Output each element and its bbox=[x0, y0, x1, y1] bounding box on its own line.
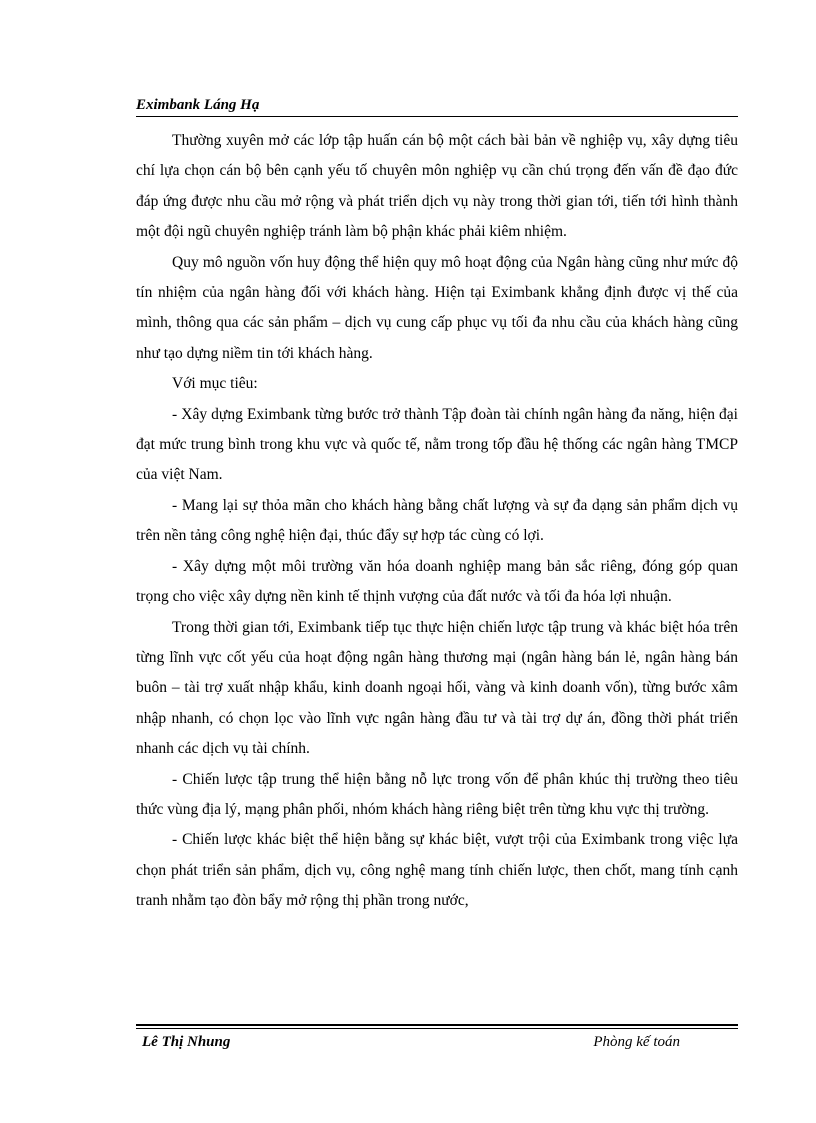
bullet-item: - Chiến lược khác biệt thể hiện bằng sự khác biệt, vượt trội của Eximbank trong việc lựa chọn phát triển sản phẩm, dịch vụ, công nghệ mang tính chiến lược, then chốt, mang tính cạnh tranh nhằm tạo đòn bẩy mở rộng thị phần trong nước, bbox=[136, 831, 738, 910]
footer-rule bbox=[136, 1024, 738, 1026]
paragraph: Thường xuyên mở các lớp tập huấn cán bộ một cách bài bản về nghiệp vụ, xây dựng tiêu chí lựa chọn cán bộ bên cạnh yếu tố chuyên môn nghiệp vụ cần chú trọng đến vấn đề đạo đức đáp ứng được nhu cầu mở rộng và phát triển dịch vụ này trong thời gian tới, tiến tới hình thành một đội ngũ chuyên nghiệp tránh làm bộ phận khác phải kiêm nhiệm. bbox=[136, 132, 738, 241]
paragraph: Trong thời gian tới, Eximbank tiếp tục thực hiện chiến lược tập trung và khác biệt hóa trên từng lĩnh vực cốt yếu của hoạt động ngân hàng thương mại (ngân hàng bán lẻ, ngân hàng bán buôn – tài trợ xuất nhập khẩu, kinh doanh ngoại hối, vàng và kinh doanh vốn), từng bước xâm nhập nhanh, có chọn lọc vào lĩnh vực ngân hàng đầu tư và tài trợ dự án, đồng thời phát triển nhanh các dịch vụ tài chính. bbox=[136, 618, 738, 758]
header-rule bbox=[136, 116, 738, 117]
header-title: Eximbank Láng Hạ bbox=[136, 97, 260, 113]
bullet-item: - Chiến lược tập trung thể hiện bằng nỗ lực trong vốn để phân khúc thị trường theo tiêu thức vùng địa lý, mạng phân phối, nhóm khách hàng riêng biệt trên từng khu vực thị trường. bbox=[136, 770, 738, 818]
page-footer bbox=[136, 1024, 738, 1051]
page-header bbox=[136, 96, 738, 117]
bullet-item: - Mang lại sự thỏa mãn cho khách hàng bằng chất lượng và sự đa dạng sản phẩm dịch vụ trên nền tảng công nghệ hiện đại, thúc đẩy sự hợp tác cùng có lợi. bbox=[136, 496, 738, 545]
footer-row bbox=[136, 1033, 738, 1051]
paragraph: Quy mô nguồn vốn huy động thể hiện quy mô hoạt động của Ngân hàng cũng như mức độ tín nhiệm của ngân hàng đối với khách hàng. Hiện tại Eximbank khẳng định được vị thế của mình, thông qua các sản phẩm – dịch vụ cung cấp phục vụ tối đa nhu cầu của khách hàng cũng như tạo dựng niềm tin tới khách hàng. bbox=[136, 253, 738, 362]
footer-department: Phòng kế toán bbox=[593, 1034, 680, 1050]
bullet-item: - Xây dựng Eximbank từng bước trở thành Tập đoàn tài chính ngân hàng đa năng, hiện đại đạt mức trung bình trong khu vực và quốc tế, nằm trong tốp đầu hệ thống các ngân hàng TMCP của việt Nam. bbox=[136, 405, 738, 484]
footer-rule bbox=[136, 1028, 738, 1029]
footer-author: Lê Thị Nhung bbox=[142, 1034, 231, 1050]
paragraph: Với mục tiêu: bbox=[172, 375, 258, 393]
bullet-item: - Xây dựng một môi trường văn hóa doanh nghiệp mang bản sắc riêng, đóng góp quan trọng cho việc xây dựng nền kinh tế thịnh vượng của đất nước và tối đa hóa lợi nhuận. bbox=[136, 557, 738, 606]
page-body bbox=[136, 126, 738, 917]
